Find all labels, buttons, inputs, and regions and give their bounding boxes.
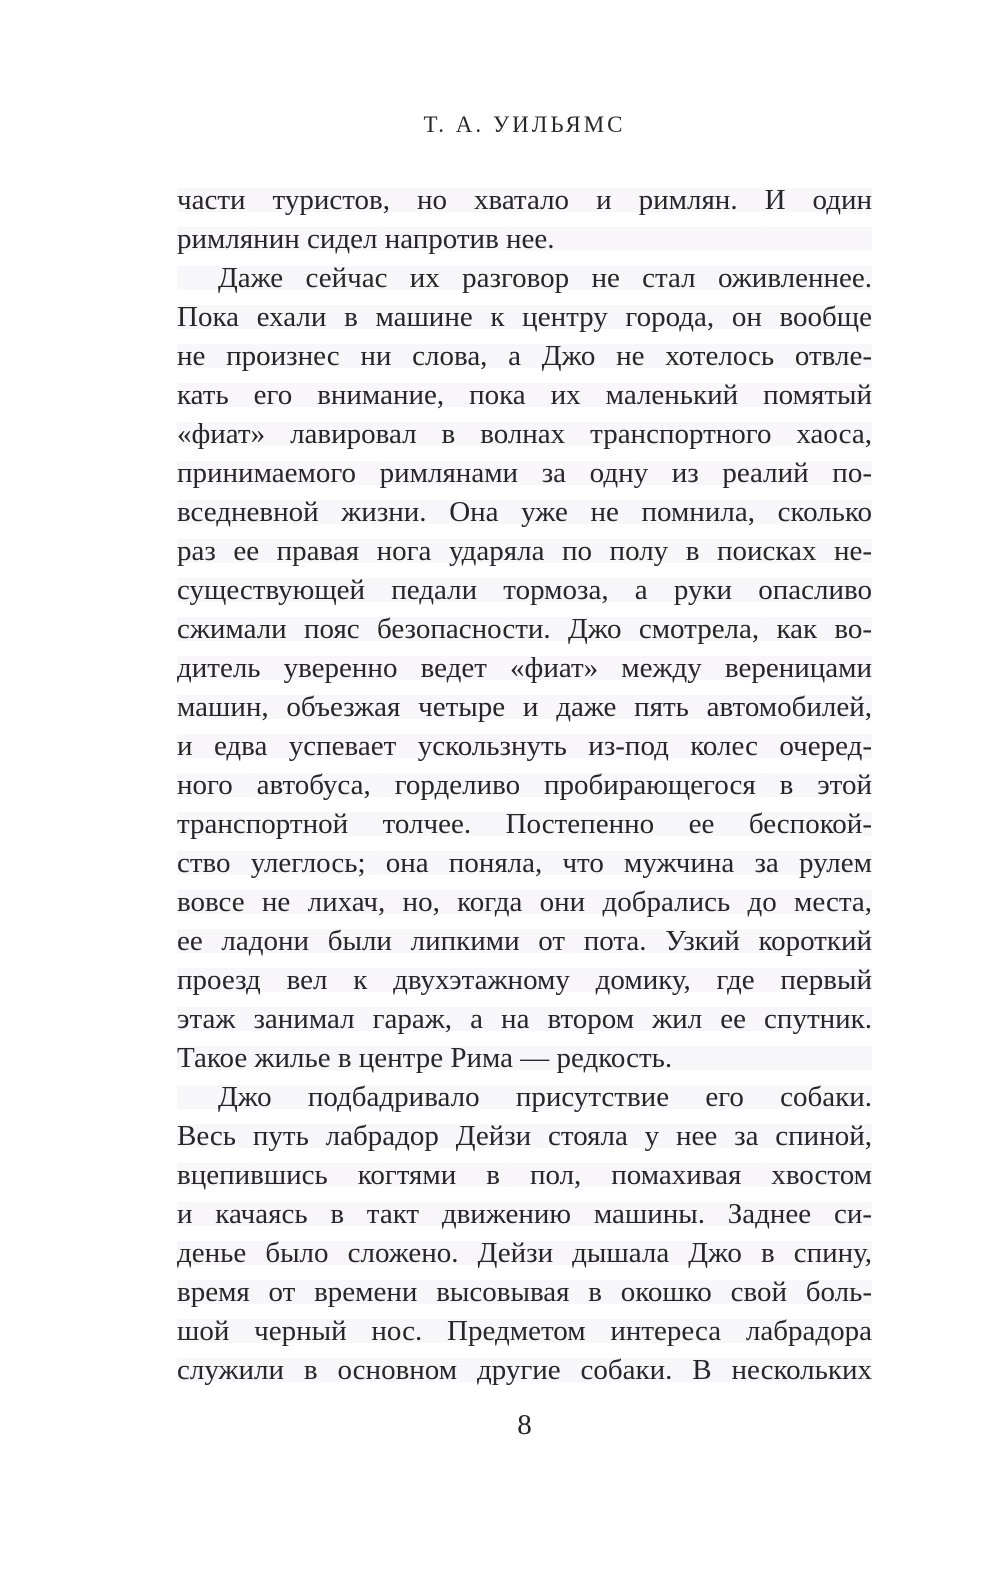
text-line: существующей педали тормоза, а руки опасливо bbox=[177, 574, 872, 606]
text-line: вседневной жизни. Она уже не помнила, сколько bbox=[177, 496, 872, 528]
text-line: дитель уверенно ведет «фиат» между вереницами bbox=[177, 652, 872, 684]
text-block bbox=[177, 181, 872, 1390]
text-line: вцепившись когтями в пол, помахивая хвостом bbox=[177, 1159, 872, 1191]
page-number: 8 bbox=[517, 1409, 532, 1441]
text-line: машин, объезжая четыре и даже пять автомобилей, bbox=[177, 691, 872, 723]
text-line: Весь путь лабрадор Дейзи стояла у нее за спиной, bbox=[177, 1120, 872, 1152]
text-line: Джо подбадривало присутствие его собаки. bbox=[218, 1081, 872, 1113]
text-line: Даже сейчас их разговор не стал оживленнее. bbox=[218, 262, 872, 294]
text-line: римлянин сидел напротив нее. bbox=[177, 223, 555, 255]
text-line: денье было сложено. Дейзи дышала Джо в спину, bbox=[177, 1237, 872, 1269]
text-line: транспортной толчее. Постепенно ее беспокой- bbox=[177, 808, 872, 840]
text-line: ее ладони были липкими от пота. Узкий короткий bbox=[177, 925, 872, 957]
text-line: шой черный нос. Предметом интереса лабрадора bbox=[177, 1315, 872, 1347]
text-line: кать его внимание, пока их маленький помятый bbox=[177, 379, 872, 411]
text-line: время от времени высовывая в окошко свой боль- bbox=[177, 1276, 872, 1308]
text-line: «фиат» лавировал в волнах транспортного хаоса, bbox=[177, 418, 872, 450]
text-line: ного автобуса, горделиво пробирающегося в этой bbox=[177, 769, 872, 801]
text-line: служили в основном другие собаки. В нескольких bbox=[177, 1354, 872, 1386]
text-line: принимаемого римлянами за одну из реалий по- bbox=[177, 457, 872, 489]
text-line: этаж занимал гараж, а на втором жил ее спутник. bbox=[177, 1003, 872, 1035]
text-line: и едва успевает ускользнуть из-под колес очеред- bbox=[177, 730, 872, 762]
text-line: не произнес ни слова, а Джо не хотелось отвле- bbox=[177, 340, 872, 372]
text-line: проезд вел к двухэтажному домику, где первый bbox=[177, 964, 872, 996]
text-line: Такое жилье в центре Рима — редкость. bbox=[177, 1042, 673, 1074]
text-line: Пока ехали в машине к центру города, он вообще bbox=[177, 301, 872, 333]
text-line: ство улеглось; она поняла, что мужчина за рулем bbox=[177, 847, 872, 879]
text-line: части туристов, но хватало и римлян. И один bbox=[177, 184, 872, 216]
text-line: раз ее правая нога ударяла по полу в поисках не- bbox=[177, 535, 872, 567]
text-line: вовсе не лихач, но, когда они добрались до места, bbox=[177, 886, 872, 918]
running-head: Т. А. УИЛЬЯМС bbox=[423, 112, 626, 137]
text-line: и качаясь в такт движению машины. Заднее си- bbox=[177, 1198, 872, 1230]
text-line: сжимали пояс безопасности. Джо смотрела, как во- bbox=[177, 613, 872, 645]
